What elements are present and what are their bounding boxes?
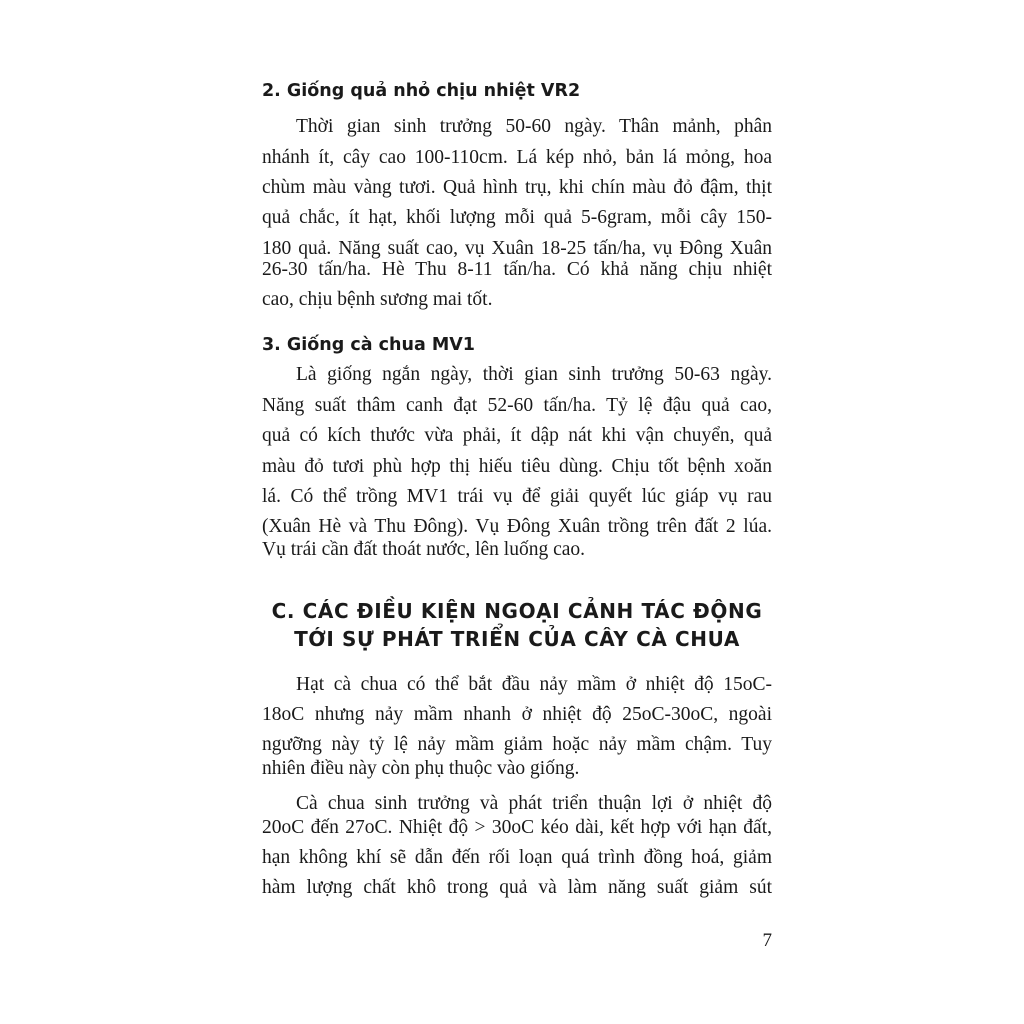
mv1-line: Năng suất thâm canh đạt 52-60 tấn/ha. Tỷ lệ đậu quả cao, <box>262 395 772 416</box>
section-c-heading-line-1: C. CÁC ĐIỀU KIỆN NGOẠI CẢNH TÁC ĐỘNG <box>271 599 763 623</box>
vr2-line: chùm màu vàng tươi. Quả hình trụ, khi chín màu đỏ đậm, thịt <box>262 177 772 198</box>
section-c-heading-line-2: TỚI SỰ PHÁT TRIỂN CỦA CÂY CÀ CHUA <box>294 627 740 651</box>
vr2-line: cao, chịu bệnh sương mai tốt. <box>262 289 493 310</box>
c-p1-line: nhiên điều này còn phụ thuộc vào giống. <box>262 758 580 779</box>
c-p2-line: hàm lượng chất khô trong quả và làm năng suất giảm sút <box>262 877 772 898</box>
heading-mv1: 3. Giống cà chua MV1 <box>262 335 475 355</box>
mv1-line: (Xuân Hè và Thu Đông). Vụ Đông Xuân trồng trên đất 2 lúa. <box>262 516 772 537</box>
heading-vr2: 2. Giống quả nhỏ chịu nhiệt VR2 <box>262 81 581 101</box>
vr2-line: nhánh ít, cây cao 100-110cm. Lá kép nhỏ, bản lá mỏng, hoa <box>262 147 772 168</box>
c-p2-line: hạn không khí sẽ dẫn đến rối loạn quá trình đồng hoá, giảm <box>262 847 772 868</box>
vr2-line: quả chắc, ít hạt, khối lượng mỗi quả 5-6gram, mỗi cây 150- <box>262 207 772 228</box>
vr2-line: 180 quả. Năng suất cao, vụ Xuân 18-25 tấn/ha, vụ Đông Xuân <box>262 238 772 259</box>
mv1-line: Vụ trái cần đất thoát nước, lên luống cao. <box>262 539 586 560</box>
mv1-line: Là giống ngắn ngày, thời gian sinh trưởng 50-63 ngày. <box>296 364 772 385</box>
mv1-line: quả có kích thước vừa phải, ít dập nát khi vận chuyển, quả <box>262 425 772 446</box>
c-p1-line: Hạt cà chua có thể bắt đầu nảy mầm ở nhiệt độ 15oC- <box>296 674 772 695</box>
c-p2-line: Cà chua sinh trưởng và phát triển thuận lợi ở nhiệt độ <box>296 793 772 814</box>
mv1-line: màu đỏ tươi phù hợp thị hiếu tiêu dùng. Chịu tốt bệnh xoăn <box>262 456 772 477</box>
c-p1-line: 18oC nhưng nảy mầm nhanh ở nhiệt độ 25oC-30oC, ngoài <box>262 704 772 725</box>
mv1-line: lá. Có thể trồng MV1 trái vụ để giải quyết lúc giáp vụ rau <box>262 486 772 507</box>
vr2-line: Thời gian sinh trưởng 50-60 ngày. Thân mảnh, phân <box>296 116 772 137</box>
c-p1-line: ngưỡng này tỷ lệ nảy mầm giảm hoặc nảy mầm chậm. Tuy <box>262 734 772 755</box>
c-p2-line: 20oC đến 27oC. Nhiệt độ > 30oC kéo dài, kết hợp với hạn đất, <box>262 817 772 838</box>
page-number: 7 <box>762 930 772 951</box>
vr2-line: 26-30 tấn/ha. Hè Thu 8-11 tấn/ha. Có khả năng chịu nhiệt <box>262 259 772 280</box>
